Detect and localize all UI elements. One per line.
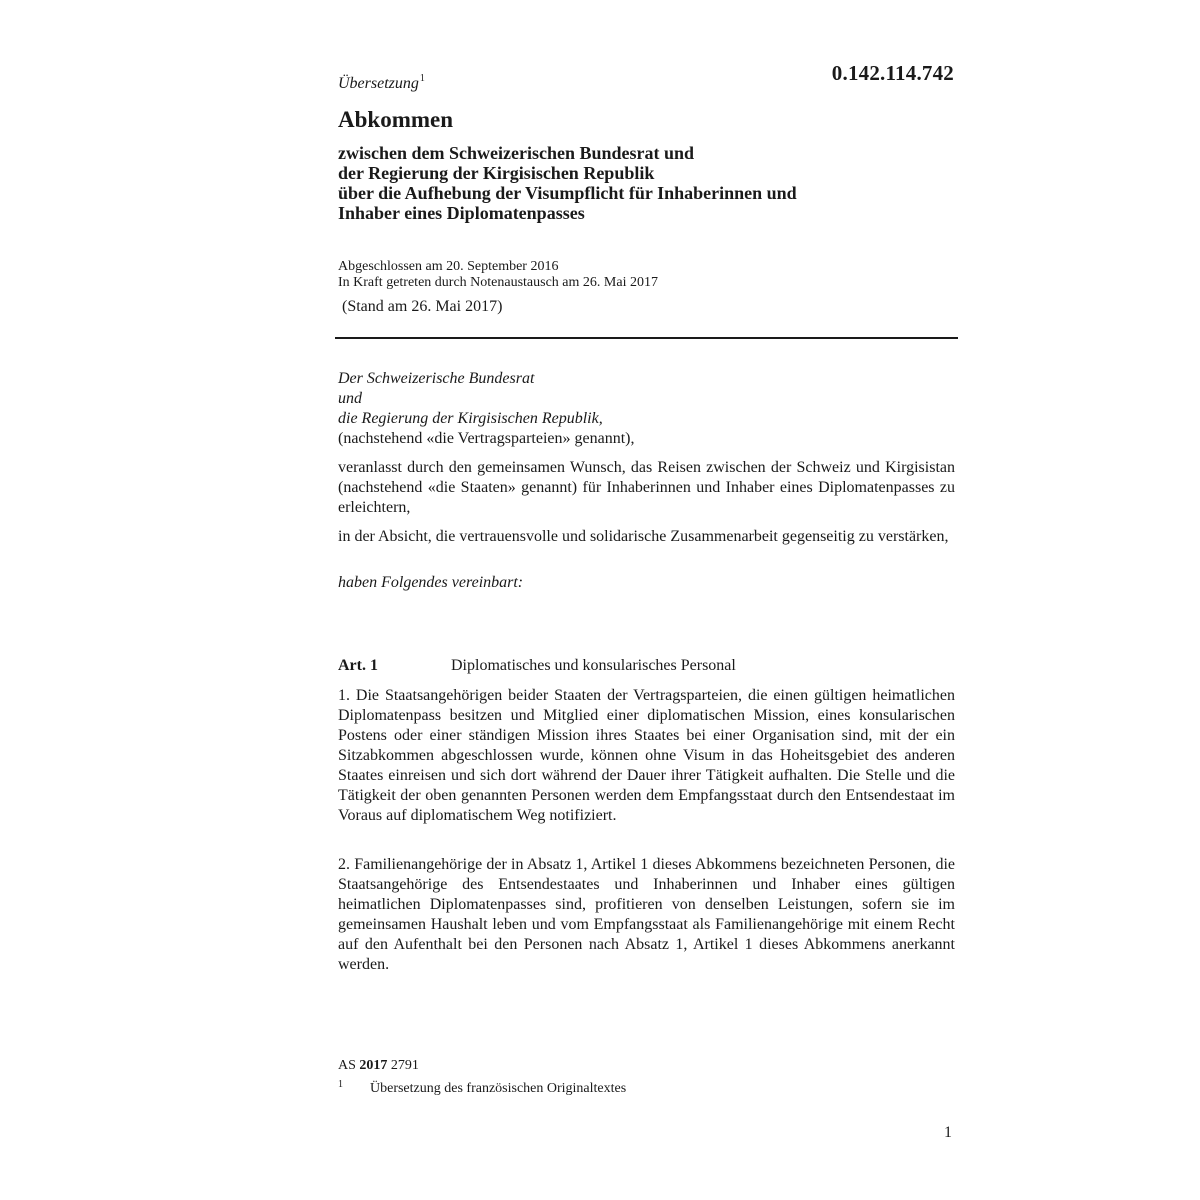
- translation-label: [338, 73, 425, 93]
- article-1-heading: [338, 657, 955, 675]
- subtitle-line: zwischen dem Schweizerischen Bundesrat und: [338, 143, 695, 163]
- preamble-paragraph-1: veranlasst durch den gemeinsamen Wunsch, das Reisen zwischen der Schweiz und Kirgisistan (nachstehend «die Staaten» genannt) für Inhaberinnen und Inhaber eines Diplomatenpasses zu erleichtern,: [338, 459, 955, 516]
- party-1: Der Schweizerische Bundesrat: [338, 370, 535, 387]
- status-date: (Stand am 26. Mai 2017): [342, 298, 503, 315]
- header-divider: [335, 337, 958, 339]
- translation-text: Übersetzung: [338, 75, 419, 92]
- document-subtitle: [338, 143, 797, 223]
- as-year: 2017: [359, 1058, 388, 1073]
- sr-number: 0.142.114.742: [831, 61, 954, 85]
- agreement-clause: haben Folgendes vereinbart:: [338, 574, 524, 591]
- document-title: Abkommen: [338, 107, 454, 132]
- footnote-text: Übersetzung des französischen Originaltextes: [370, 1081, 627, 1096]
- conjunction: und: [338, 390, 362, 407]
- page-number: 1: [944, 1124, 952, 1141]
- as-page: 2791: [390, 1058, 419, 1073]
- footnote: [338, 1079, 626, 1097]
- concluded-date: Abgeschlossen am 20. September 2016: [338, 259, 559, 274]
- as-prefix: AS: [338, 1058, 356, 1073]
- article-number: Art. 1: [338, 657, 378, 674]
- subtitle-line: der Regierung der Kirgisischen Republik: [338, 163, 655, 183]
- party-2: die Regierung der Kirgisischen Republik,: [338, 410, 603, 427]
- preamble-paragraph-2: in der Absicht, die vertrauensvolle und solidarische Zusammenarbeit gegenseitig zu verstärken,: [338, 528, 949, 545]
- subtitle-line: Inhaber eines Diplomatenpasses: [338, 203, 585, 223]
- footnote-reference[interactable]: 1: [419, 73, 425, 84]
- article-1-paragraph-2: 2. Familienangehörige der in Absatz 1, Artikel 1 dieses Abkommens bezeichneten Personen, die Staatsangehörige des Entsendestaates und Inhaberinnen und Inhaber eines gültigen heimatlichen Diplomatenpasses sind, profitieren von denselben Leistungen, sofern sie im gemeinsamen Haushalt leben und vom Empfangsstaat als Familienangehörige mit einem Recht auf den Aufenthalt bei den Personen nach Absatz 1, Artikel 1 dieses Abkommens anerkannt werden.: [338, 856, 955, 973]
- in-force-date: In Kraft getreten durch Notenaustausch am 26. Mai 2017: [338, 275, 658, 290]
- article-1-paragraph-1: 1. Die Staatsangehörigen beider Staaten der Vertragsparteien, die einen gültigen heimatlichen Diplomatenpass besitzen und Mitglied einer diplomatischen Mission, eines konsularischen Postens oder einer ständigen Mission ihres Staates bei einer Organisation sind, mit der ein Sitzabkommen abgeschlossen wurde, können ohne Visum in das Hoheitsgebiet des anderen Staates einreisen und sich dort während der Dauer ihrer Tätigkeit aufhalten. Die Stelle und die Tätigkeit der oben genannten Personen werden dem Empfangsstaat durch den Entsendestaat im Voraus auf diplomatischem Weg notifiziert.: [338, 687, 955, 824]
- official-collection-reference: [338, 1058, 419, 1074]
- document-meta: [338, 259, 658, 291]
- article-title: Diplomatisches und konsularisches Personal: [451, 657, 736, 674]
- footnote-mark: 1: [338, 1079, 343, 1090]
- preamble: [338, 369, 955, 449]
- subtitle-line: über die Aufhebung der Visumpflicht für Inhaberinnen und: [338, 183, 797, 203]
- hereinafter-note: (nachstehend «die Vertragsparteien» genannt),: [338, 430, 635, 447]
